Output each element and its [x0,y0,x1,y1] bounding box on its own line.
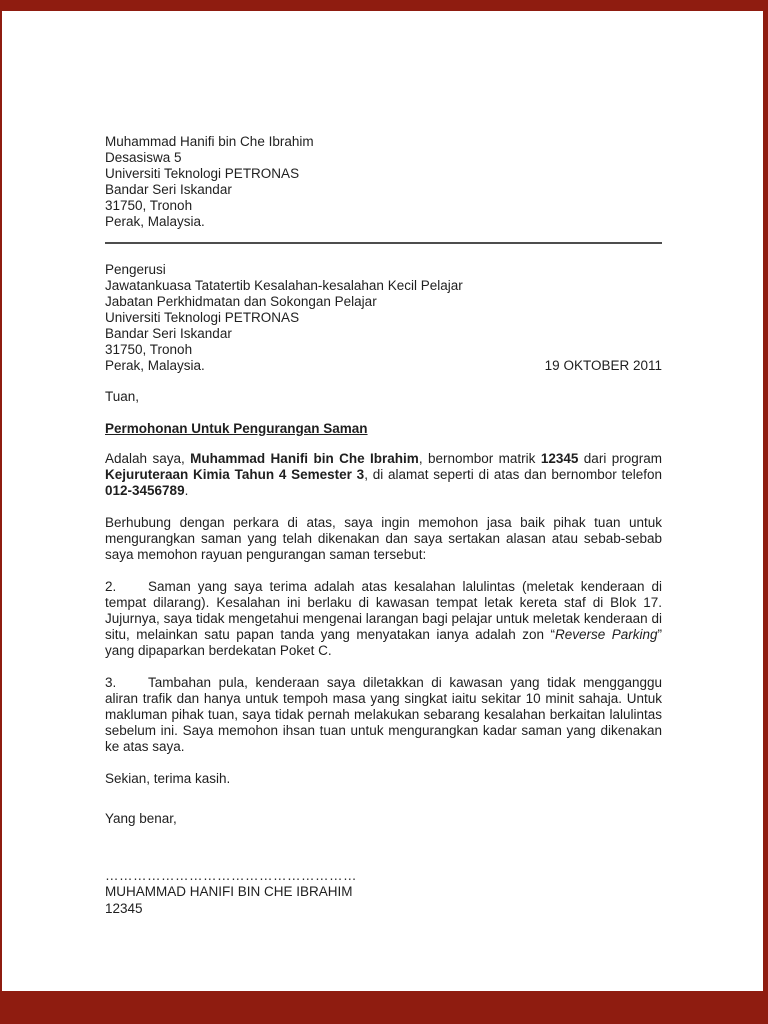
signature-name: MUHAMMAD HANIFI BIN CHE IBRAHIM [105,884,353,899]
recipient-address-line: Jabatan Perkhidmatan dan Sokongan Pelajar [105,294,377,309]
paragraph-number: 2. [105,579,117,594]
text-run: ” yang dipaparkan berdekatan Poket C. [105,627,662,658]
letter-content [105,134,662,917]
subject-line: Permohonan Untuk Pengurangan Saman [105,421,368,436]
text-run: , di alamat seperti di atas dan bernombor telefon [364,467,663,482]
recipient-address-line: Jawatankuasa Tatatertib Kesalahan-kesalahan Kecil Pelajar [105,278,463,293]
text-run: . [184,483,189,498]
sender-name: Muhammad Hanifi bin Che Ibrahim [105,134,314,149]
recipient-address-line: Bandar Seri Iskandar [105,326,232,341]
page-border-left [0,0,2,1024]
text-run: Saman yang saya terima adalah atas kesalahan lalulintas (meletak kenderaan di tempat dilarang). Kesalahan ini berlaku di kawasan tempat letak kereta staf di Blok 17. Jujurnya, saya tidak mengetahui mengenai larangan bagi pelajar untuk meletak kenderaan di situ, melainkan satu papan tanda yang menyatakan ianya adalah zon “ [105,579,662,642]
text-run-bold: Kejuruteraan Kimia Tahun 4 Semester 3 [105,467,365,482]
signature-block [105,869,662,917]
recipient-last-line-with-date [105,358,662,374]
sender-address-line: Desasiswa 5 [105,150,182,165]
page-border-top [0,0,768,11]
salutation: Tuan, [105,389,140,404]
paragraph-3 [105,675,662,755]
text-run: Tambahan pula, kenderaan saya diletakkan di kawasan yang tidak mengganggu aliran trafik dan hanya untuk tempoh masa yang singkat iaitu sekitar 10 minit sahaja. Untuk makluman pihak tuan, saya tidak pernah melakukan sebarang kesalahan berkaitan lalulintas sebelum ini. Saya memohon ihsan tuan untuk mengurangkan kadar saman yang dikenakan ke atas saya. [105,675,662,754]
letter-date: 19 OKTOBER 2011 [544,358,662,373]
sender-address-block [105,134,662,230]
text-run-italic: Reverse Parking [554,627,658,642]
paragraph-berhubung: Berhubung dengan perkara di atas, saya ingin memohon jasa baik pihak tuan untuk mengurangkan saman yang telah dikenakan dan saya sertakan alasan atau sebab-sebab saya memohon rayuan pengurangan saman tersebut: [105,515,662,562]
paragraph-2 [105,579,662,659]
page-border-right [763,0,768,1024]
sign-off-line: Yang benar, [105,811,177,826]
text-run: Adalah saya, [105,451,191,466]
recipient-title: Pengerusi [105,262,166,277]
text-run-bold: Muhammad Hanifi bin Che Ibrahim [190,451,419,466]
signature-dotted-line: ……………………………………………… [105,868,357,883]
sender-address-line: Perak, Malaysia. [105,214,205,229]
sender-address-line: Universiti Teknologi PETRONAS [105,166,300,181]
recipient-address-line: Perak, Malaysia. [105,358,205,373]
paragraph-number: 3. [105,675,117,690]
sender-address-line: Bandar Seri Iskandar [105,182,232,197]
signature-matric-number: 12345 [105,901,143,916]
closing-line: Sekian, terima kasih. [105,771,231,786]
recipient-address-line: 31750, Tronoh [105,342,193,357]
paragraph-intro [105,451,662,499]
text-run: dari program [578,451,662,466]
sender-address-line: 31750, Tronoh [105,198,193,213]
text-run-bold: 12345 [540,451,579,466]
text-run-bold: 012-3456789 [105,483,185,498]
separator-line [105,242,662,244]
recipient-address-line: Universiti Teknologi PETRONAS [105,310,300,325]
text-run: , bernombor matrik [418,451,541,466]
page-border-bottom [0,991,768,1024]
recipient-address-block [105,262,662,374]
